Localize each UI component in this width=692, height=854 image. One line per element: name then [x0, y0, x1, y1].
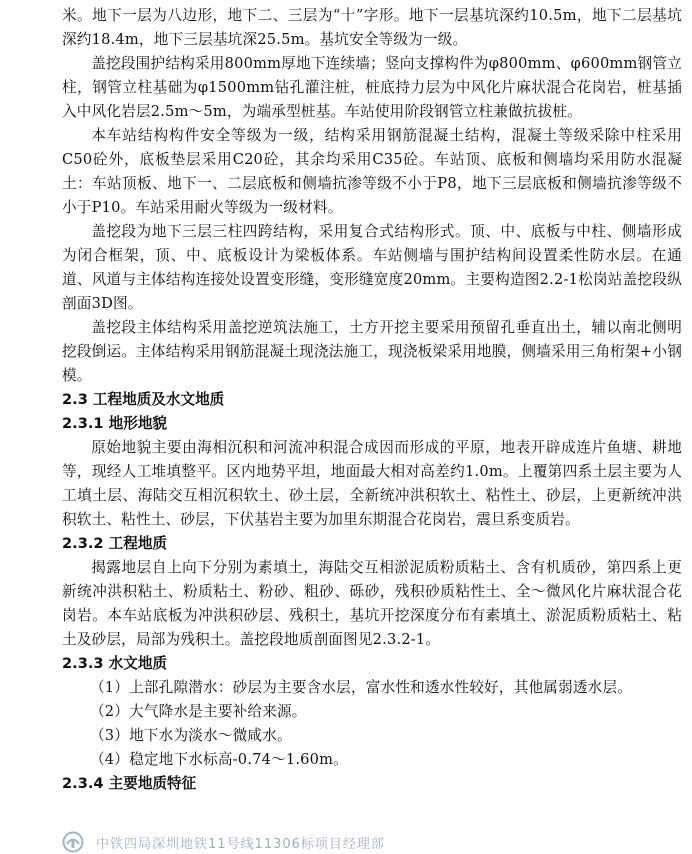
hydrogeology-list — [62, 676, 682, 772]
list-item: （1）上部孔隙潜水：砂层为主要含水层，富水性和透水性较好，其他属弱透水层。 — [90, 679, 633, 696]
section-heading-2-3: 2.3 工程地质及水文地质 — [62, 391, 225, 408]
document-body — [62, 4, 682, 796]
section-heading-2-3-2: 2.3.2 工程地质 — [62, 535, 168, 552]
paragraph-landform: 原始地貌主要由海相沉积和河流冲积混合成因而形成的平原，地表开辟成连片鱼塘、耕地等，现经人工堆填整平。区内地势平坦，地面最大相对高差约1.0m。上覆第四系土层主要为人工填土层、海陆交互相沉积软土、砂土层，全新统冲洪积软土、粘性土、砂层，上更新统冲洪积软土、粘性土、砂层，下伏基岩主要为加里东期混合花岗岩，震旦系变质岩。 — [62, 439, 682, 528]
paragraph-retaining-structure: 盖挖段围护结构采用800mm厚地下连续墙；竖向支撑构件为φ800mm、φ600mm钢管立柱，钢管立柱基础为φ1500mm钻孔灌注桩，桩底持力层为中风化片麻状混合花岗岩，桩基插入中风化岩层2.5m～5m，为端承型桩基。车站使用阶段钢管立柱兼做抗拔桩。 — [62, 55, 682, 120]
section-heading-2-3-4: 2.3.4 主要地质特征 — [62, 775, 197, 792]
section-heading-2-3-3: 2.3.3 水文地质 — [62, 655, 168, 672]
paragraph-structure-safety: 本车站结构构件安全等级为一级，结构采用钢筋混凝土结构，混凝土等级采除中柱采用C50砼外，底板垫层采用C20砼，其余均采用C35砼。车站顶、底板和侧墙均采用防水混凝土：车站顶板、地下一、二层底板和侧墙抗渗等级不小于P8，地下三层底板和侧墙抗渗等级不小于P10。车站采用耐火等级为一级材料。 — [62, 127, 682, 216]
paragraph-construction-method: 盖挖段主体结构采用盖挖逆筑法施工，土方开挖主要采用预留孔垂直出土，辅以南北侧明挖段倒运。主体结构采用钢筋混凝土现浇法施工，现浇板梁采用地膜，侧墙采用三角桁架+小钢模。 — [62, 319, 682, 384]
page-footer — [62, 830, 385, 854]
paragraph-station-shape: 米。地下一层为八边形，地下二、三层为“十”字形。地下一层基坑深约10.5m，地下二层基坑深约18.4m，地下三层基坑深25.5m。基坑安全等级为一级。 — [62, 7, 682, 48]
footer-text: 中铁四局深圳地铁11号线11306标项目经理部 — [96, 836, 385, 852]
list-item: （4）稳定地下水标高-0.74～1.60m。 — [90, 751, 348, 768]
list-item: （3）地下水为淡水～微咸水。 — [90, 727, 292, 744]
paragraph-engineering-geology: 揭露地层自上向下分别为素填土，海陆交互相淤泥质粉质粘土、含有机质砂，第四系上更新统冲洪积粘土、粉质粘土、粉砂、粗砂、砾砂，残积砂质粘性土、全～微风化片麻状混合花岗岩。本车站底板为冲洪积砂层、残积土，基坑开挖深度分布有素填土、淤泥质粉质粘土、粘土及砂层，局部为残积土。盖挖段地质剖面图见2.3.2-1。 — [62, 559, 682, 648]
list-item: （2）大气降水是主要补给来源。 — [90, 703, 307, 720]
section-heading-2-3-1: 2.3.1 地形地貌 — [62, 415, 168, 432]
paragraph-cover-excavation-structure: 盖挖段为地下三层三柱四跨结构，采用复合式结构形式。顶、中、底板与中柱、侧墙形成为闭合框架，顶、中、底板设计为梁板体系。车站侧墙与围护结构间设置柔性防水层。在通道、风道与主体结构连接处设置变形缝，变形缝宽度20mm。主要构造图2.2-1松岗站盖挖段纵剖面3D图。 — [62, 223, 682, 312]
company-logo-icon — [62, 831, 84, 853]
